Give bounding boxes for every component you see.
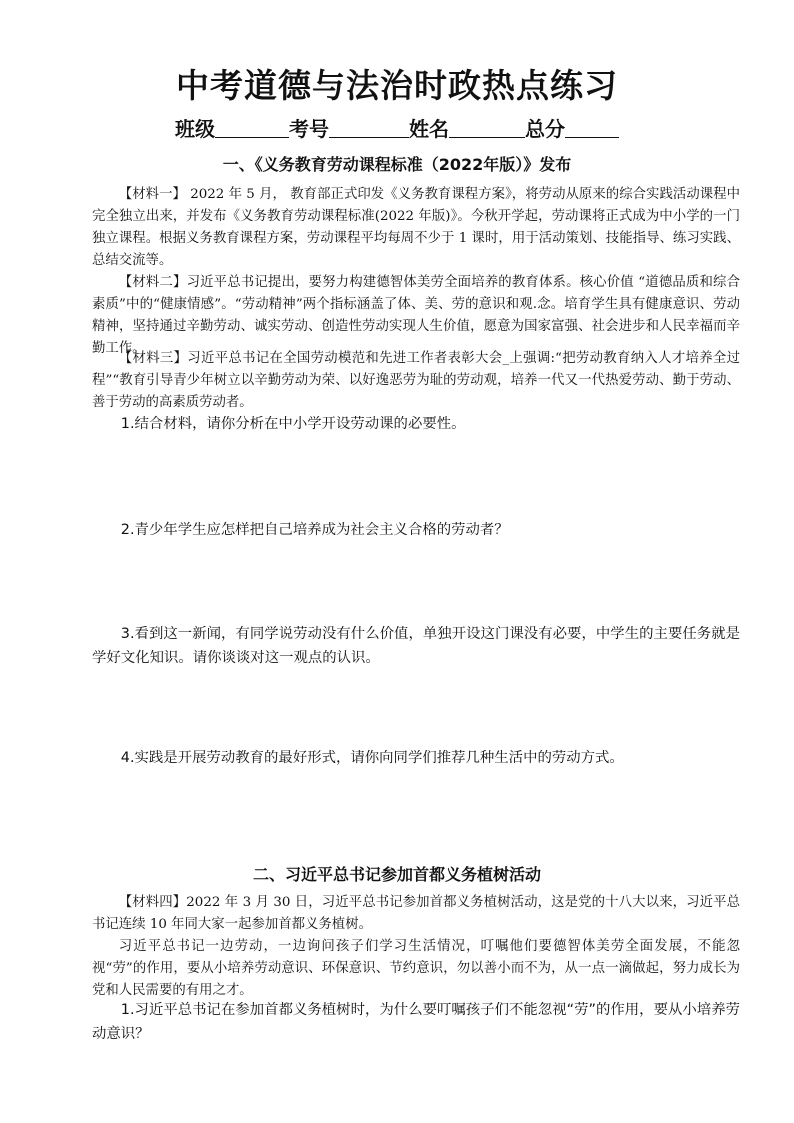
class-label: 班级 xyxy=(175,117,215,141)
material-paragraph: 习近平总书记一边劳动，一边询问孩子们学习生活情况，叮嘱他们要德智体美劳全面发展，不能忽视“劳”的作用，要从小培养劳动意识、环保意识、节约意识，勿以善小而不为，从一点一滴做起，努力成长为党和人民需要的有用之才。 xyxy=(92,939,740,998)
score-label: 总分 xyxy=(525,117,565,141)
material-paragraph: 【材料二】习近平总书记提出，要努力构建德智体美劳全面培养的教育体系。核心价值 “道德品质和综合素质”中的“健康情感”。“劳动精神”两个指标涵盖了体、美、劳的意识和观.念。培育学生具有健康意识、劳动精神，坚持通过辛勤劳动、诚实劳动、创造性劳动实现人生价值，愿意为国家富强、社会进步和人民幸福而辛勤工作。 xyxy=(92,275,740,356)
student-info-line xyxy=(0,113,794,142)
score-blank[interactable] xyxy=(565,119,619,138)
section-heading: 二、习近平总书记参加首都义务植树活动 xyxy=(252,865,541,884)
name-label: 姓名 xyxy=(409,117,449,141)
material-paragraph: 【材料一】 2022 年 5 月， 教育部正式印发《义务教育课程方案》，将劳动从原来的综合实践活动课程中完全独立出来，并发布《义务教育劳动课程标准(2022 年版)》。今秋开学起，劳动课将正式成为中小学的一门独立课程。根据义务教育课程方案，劳动课程平均每周不少于 1 课时，用于活动策划、技能指导、练习实践、总结交流等。 xyxy=(92,187,740,268)
question: 3.看到这一新闻，有同学说劳动没有什么价值，单独开设这门课没有必要，中学生的主要任务就是学好文化知识。请你谈谈对这一观点的认识。 xyxy=(92,626,740,666)
exam-no-label: 考号 xyxy=(289,117,329,141)
page-title: 中考道德与法治时政热点练习 xyxy=(176,66,618,105)
material-paragraph: 【材料四】2022 年 3 月 30 日，习近平总书记参加首都义务植树活动，这是党的十八大以来，习近平总书记连续 10 年同大家一起参加首都义务植树。 xyxy=(92,895,740,932)
question: 4.实践是开展劳动教育的最好形式，请你向同学们推荐几种生活中的劳动方式。 xyxy=(120,750,624,766)
class-blank[interactable] xyxy=(215,119,289,138)
exam-no-blank[interactable] xyxy=(329,119,409,138)
section-heading: 一、《义务教育劳动课程标准（2022年版）》发布 xyxy=(222,155,572,174)
material-paragraph: 【材料三】习近平总书记在全国劳动模范和先进工作者表彰大会_上强调:“把劳动教育纳入人才培养全过程”“教育引导青少年树立以辛勤劳动为荣、以好逸恶劳为耻的劳动观，培养一代又一代热爱劳动、勤于劳动、善于劳动的高素质劳动者。 xyxy=(92,351,740,410)
question: 1.习近平总书记在参加首都义务植树时，为什么要叮嘱孩子们不能忽视“劳”的作用，要从小培养劳动意识？ xyxy=(92,1002,740,1042)
question: 2.青少年学生应怎样把自己培养成为社会主义合格的劳动者？ xyxy=(120,522,509,538)
name-blank[interactable] xyxy=(449,119,525,138)
question: 1.结合材料，请你分析在中小学开设劳动课的必要性。 xyxy=(120,416,466,432)
